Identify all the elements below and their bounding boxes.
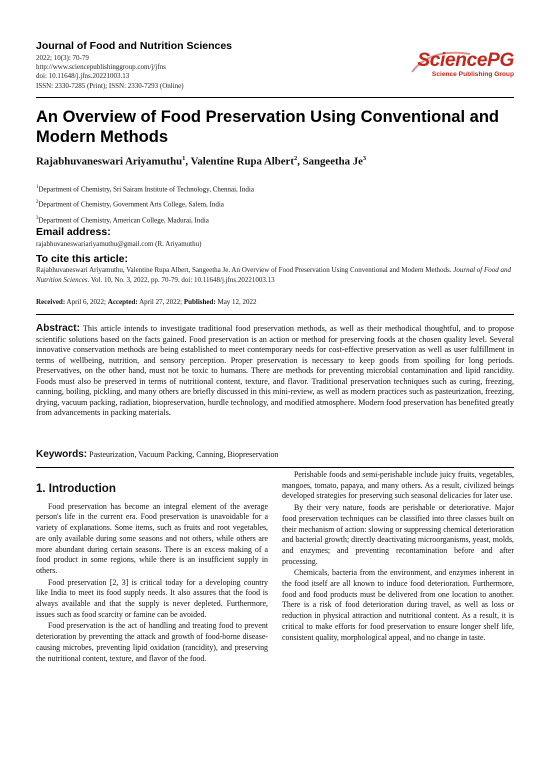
- keywords-label: Keywords:: [36, 449, 88, 460]
- journal-doi[interactable]: doi: 10.11648/j.jfns.20221003.13: [36, 72, 130, 81]
- author-name: Sangeetha Je: [302, 155, 363, 168]
- journal-issn: ISSN: 2330-7285 (Print); ISSN: 2330-7293 (Online): [36, 81, 184, 90]
- author-name: Valentine Rupa Albert: [190, 155, 294, 168]
- abstract-bottom-divider: [36, 467, 514, 468]
- right-column: [282, 470, 514, 644]
- journal-issue: 2022; 10(3): 70-79: [36, 54, 89, 62]
- abstract-text: This article intends to investigate traditional food preservation methods, as well as their methodical thoughtful, and to propose scientific solutions based on the facts gained. Food preservation is an action or method for preserving foods at the chosen quality level. Several innovative conservation methods are being established to meet contemporary needs for cost-effective preservation as well as user fulfillment in terms of wellbeing, nutrition, and sensory perception. Proper preservation is necessary to keep goods from spoiling for long periods. Preservatives, on the other hand, must not be toxic to humans. There are methods for preventing microbial contamination and lipid rancidity. Foods must also be preserved in terms of nutritional content, texture, and flavor. Traditional preservation techniques such as curing, freezing, canning, boiling, pickling, and many others are briefly discussed in this mini-review, as well as modern practices such as pasteurization, freezing, drying, vacuum packing, radiation, biopreservation, hurdle technology, and modified atmosphere. Modern food preservation has benefited greatly from advancements in packing materials.: [36, 324, 514, 417]
- left-column: [36, 484, 268, 665]
- keywords: [36, 449, 279, 460]
- paragraph: Food preservation [2, 3] is critical today for a developing country like India to meet its food supply needs. It also assures that the food is always available and that the supply is never depleted. Furthermore, issues such as food scarcity or famine can be avoided.: [36, 577, 268, 619]
- abstract: [36, 324, 514, 419]
- author-sup: 2: [293, 155, 298, 162]
- author-list: Rajabhuvaneswari Ariyamuthu$^1$, Valentine Rupa Albert$^2$, Sangeetha Je$^3$: [36, 155, 367, 168]
- journal-name: Journal of Food and Nutrition Sciences: [36, 40, 233, 52]
- email-heading: Email address:: [36, 226, 111, 238]
- paragraph: Food preservation has become an integral element of the average person's life in the current era. Food preservation is unavoidable for a variety of explanations. Some items, such as fruits and root vegetables, are only available during some seasons and not others, while others are more abundant during certain seasons. There is an excess making of a food product in some regions, while there is an insufficient supply in others.: [36, 501, 268, 575]
- author-name: Rajabhuvaneswari Ariyamuthu: [36, 155, 183, 168]
- affiliation-item: $^3$Department of Chemistry, American College, Madurai, India: [36, 215, 209, 224]
- citation-text: Rajabhuvaneswari Ariyamuthu, Valentine Rupa Albert, Sangeetha Je. An Overview of Food Preservation Using Conventional and Modern Methods. Journal of Food and Nutrition Sciences. Vol. 10, No. 3, 2022, pp. 70-79. doi: 10.11648/j.jfns.20221003.13: [36, 266, 512, 284]
- paragraph: Food preservation is the act of handling and treating food to prevent deterioration by preventing the attack and growth of food-borne disease-causing microbes, preventing lipid oxidation (rancidity), and preserving the nutritional content, texture, and flavor of the food.: [36, 621, 268, 663]
- logo-sub-text: Science Publishing Group: [431, 71, 514, 78]
- logo-main-text: SciencePG: [417, 50, 514, 71]
- keywords-text: Pasteurization, Vacuum Packing, Canning, Biopreservation: [89, 450, 279, 459]
- affiliation-list: [36, 181, 254, 227]
- article-title: An Overview of Food Preservation Using Conventional and Modern Methods: [36, 108, 499, 146]
- author-sup: 1: [182, 155, 186, 162]
- journal-url[interactable]: http://www.sciencepublishinggroup.com/j/jfns: [36, 63, 166, 72]
- journal-meta: [36, 54, 184, 91]
- paragraph: Chemicals, bacteria from the environment, and enzymes inherent in the food itself are all known to induce food deterioration. Furthermore, food and food products must be delivered from one location to another. There is a risk of food deterioration during travel, as well as loss or reduction in physical attraction and nutritional content. As a result, it is critical to make efforts for food preservation to ensure longer shelf life, consistent quality, morphological appeal, and no change in taste.: [282, 568, 514, 642]
- author-sup: 3: [362, 155, 367, 162]
- abstract-label: Abstract:: [36, 323, 80, 334]
- publisher-logo: [410, 50, 514, 80]
- affiliation-item: $^1$Department of Chemistry, Sri Sairam Institute of Technology, Chennai, India: [36, 185, 254, 194]
- section-heading: 1. Introduction: [36, 483, 116, 495]
- email-address[interactable]: rajabhuvaneswariariyamuthu@gmail.com (R. Ariyamuthu): [36, 240, 202, 248]
- cite-heading: To cite this article:: [36, 253, 128, 265]
- abstract-top-divider: [36, 314, 514, 315]
- paragraph: Perishable foods and semi-perishable include juicy fruits, vegetables, mangoes, tomato, papaya, and many others. As a result, civilized beings developed strategies for preserving such seasonal delicacies for later use.: [282, 470, 514, 501]
- affiliation-item: $^2$Department of Chemistry, Government Arts College, Salem, India: [36, 200, 224, 209]
- header-divider: [36, 97, 514, 98]
- paragraph: By their very nature, foods are perishable or deteriorative. Major food preservation techniques can be classified into three classes built on their mechanism of action: slowing or suppressing chemical deterioration and bacterial growth; directly deactivating microorganisms, yeast, molds, and enzymes; and preventing recontamination before and after processing.: [282, 503, 514, 566]
- publication-dates: Received: April 6, 2022; Accepted: April 27, 2022; Published: May 12, 2022: [36, 298, 257, 306]
